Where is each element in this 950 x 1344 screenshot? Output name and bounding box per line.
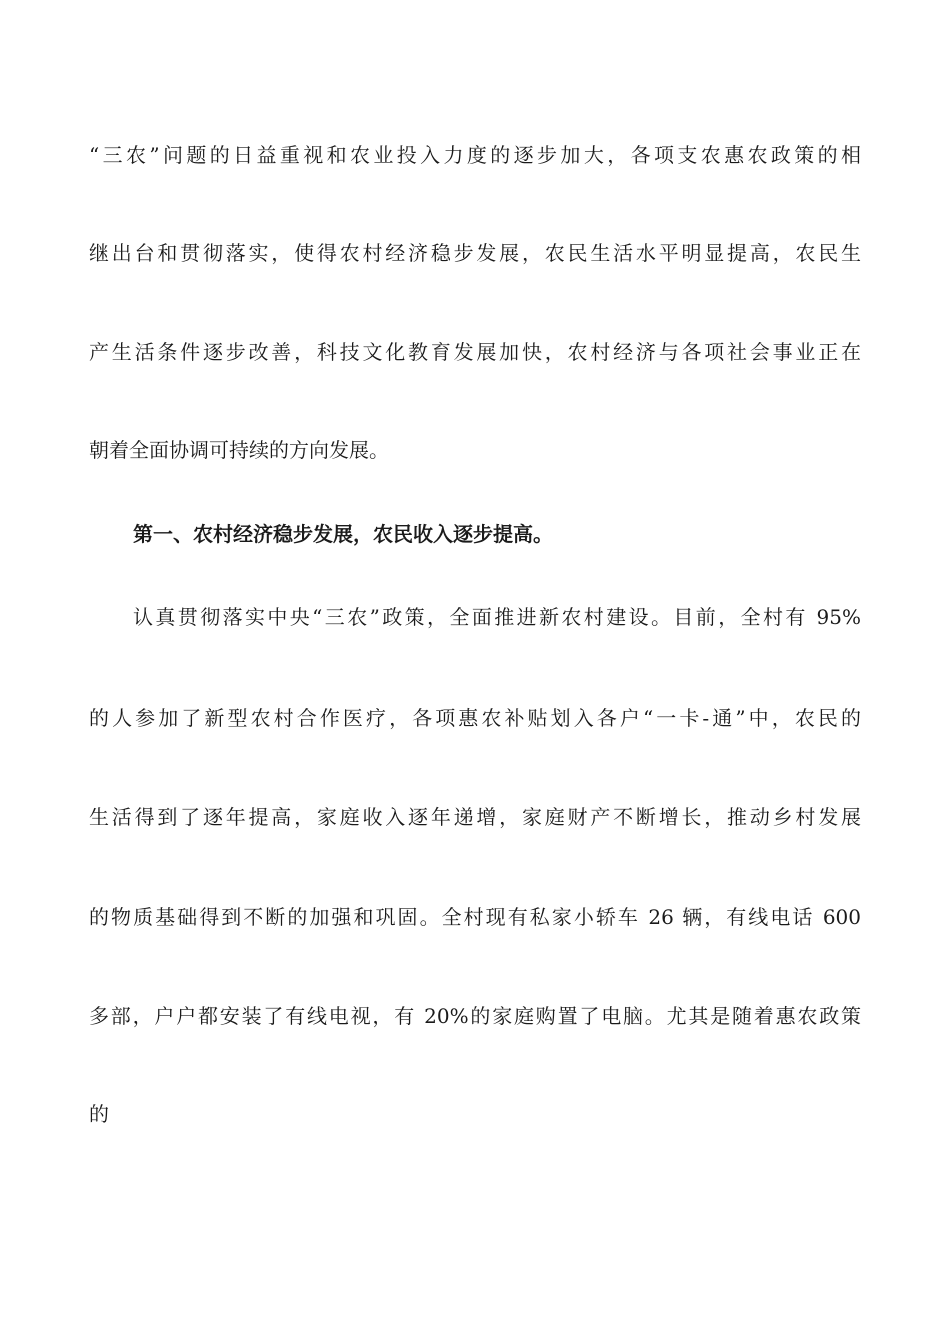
paragraph-2-line-6: 的	[89, 1102, 109, 1126]
paragraph-2-line-4: 的物质基础得到不断的加强和巩固。全村现有私家小轿车 26 辆，有线电话 600	[89, 905, 861, 929]
paragraph-2-line-3: 生活得到了逐年提高，家庭收入逐年递增，家庭财产不断增长，推动乡村发展	[89, 805, 861, 829]
paragraph-1-line-2: 继出台和贯彻落实，使得农村经济稳步发展，农民生活水平明显提高，农民生	[89, 241, 861, 265]
paragraph-2-line-1: 认真贯彻落实中央“三农”政策，全面推进新农村建设。目前，全村有 95%	[133, 605, 861, 629]
paragraph-2-line-2: 的人参加了新型农村合作医疗，各项惠农补贴划入各户“一卡-通”中，农民的	[89, 706, 861, 730]
paragraph-2-line-5: 多部，户户都安装了有线电视，有 20%的家庭购置了电脑。尤其是随着惠农政策	[89, 1004, 861, 1028]
paragraph-1-line-1: “三农”问题的日益重视和农业投入力度的逐步加大，各项支农惠农政策的相	[89, 143, 861, 167]
paragraph-1-line-4: 朝着全面协调可持续的方向发展。	[89, 438, 389, 462]
section-heading: 第一、农村经济稳步发展，农民收入逐步提高。	[133, 522, 553, 546]
paragraph-1-line-3: 产生活条件逐步改善，科技文化教育发展加快，农村经济与各项社会事业正在	[89, 340, 861, 364]
